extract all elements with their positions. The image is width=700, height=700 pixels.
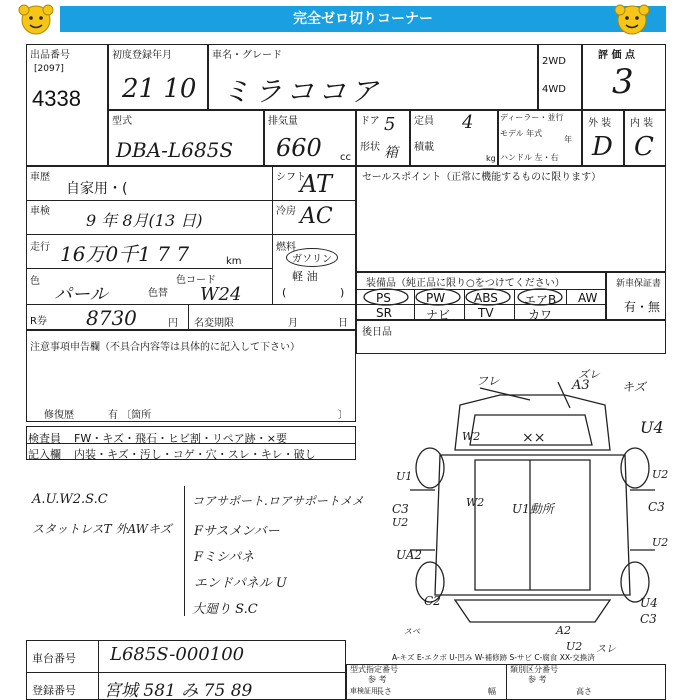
mark-17: C2 [424,594,441,608]
equipment-circles [360,286,580,308]
evaluation-label: 評 価 点 [598,50,635,61]
notes-label: 注意事項申告欄（不具合内容等は具体的に記入して下さい） [30,342,300,353]
mark-18: U4 [640,596,658,610]
equip-airbag: エアB [524,293,557,307]
reference-1: 参 考 [368,675,387,684]
mark-21: スベ [404,627,420,636]
mark-20: A2 [556,624,571,637]
mark-11: W2 [466,496,485,509]
displacement-value: 660 [276,134,322,162]
mark-3: A3 [572,378,590,393]
equip-pw: PW [426,291,446,305]
mark-13: C3 [648,500,665,514]
interior-value: C [634,132,654,162]
note-line-7: 大廻り S.C [192,602,258,617]
color-label: 色 [30,276,40,287]
left-mascot-icon [16,2,56,38]
inspector-row-1: FW・キズ・飛石・ヒビ割・リペア跡・×要 [74,432,287,445]
inspector-row-2: 内装・キズ・汚し・コゲ・穴・スレ・キレ・破し [74,448,316,461]
note-line-3: コアサポート.ロアサポートメメ [192,494,364,508]
kg-unit: kg [486,154,496,163]
note-line-6: エンドパネル U [194,576,287,591]
chassis-value: L685S-000100 [110,644,245,665]
warranty-value: 有・無 [624,300,661,314]
year-unit: 年 [564,135,572,144]
aircon-label: 冷房 [276,206,296,217]
inspector-label-2: 記入欄 [28,448,61,461]
cc-unit: cc [340,152,351,163]
drive-box [538,44,582,110]
mark-16: UA2 [396,548,423,562]
height-label: 高さ [576,687,592,696]
displacement-label: 排気量 [268,116,298,127]
registration-value: 宮城 581 み 75 89 [104,681,253,700]
name-expiry-label: 名変期限 [194,318,234,329]
inspection-value: 9 年 8月(13 日) [86,211,203,230]
drive-2wd: 2WD [542,56,566,67]
history-label: 車歴 [30,172,50,183]
shift-value: AT [300,170,333,198]
mark-5: W2 [462,430,481,443]
mark-8: U1 [396,470,413,483]
capacity-label: 定員 [414,116,434,127]
class-label: 類別区分番号 [510,665,558,674]
mileage-label: 走行 [30,242,50,253]
equip-abs: ABS [474,291,498,305]
equip-sr: SR [376,306,392,320]
doors-label: ドア [360,116,380,127]
recycle-label: R券 [30,316,47,327]
mark-22: U2 [566,640,583,653]
shift-label: シフト [276,172,306,183]
mark-15: U2 [652,536,669,549]
aircon-value: AC [300,204,333,229]
shape-label: 形状 [360,142,380,153]
color-code-label: 色コード [176,275,216,286]
damage-legend: A-キズ E-エクボ U-凹み W-補修跡 S-サビ C-腐食 XX-交換済 [392,653,595,662]
mark-14: U2 [652,468,669,481]
first-registration-value: 21 10 [122,74,197,104]
capacity-value: 4 [462,112,474,133]
lot-small-code: [2097] [34,64,64,74]
mark-9: C3 [392,502,409,516]
lot-number-value: 4338 [32,86,81,111]
recycle-unit: 円 [168,318,178,329]
note-line-5: Fミシパネ [194,550,255,565]
equip-tv: TV [478,306,494,320]
mark-7: U4 [640,418,664,437]
length-label: 長さ [376,687,392,696]
evaluation-value: 3 [612,62,634,102]
inspection-label: 車検 [30,206,50,217]
equip-aw: AW [578,291,598,305]
first-registration-label: 初度登録年月 [112,50,172,61]
mark-19: C3 [640,612,657,626]
color-number-label: 色替 [148,288,168,299]
exterior-value: D [592,132,613,162]
registration-label: 登録番号 [32,684,76,697]
vehicle-name-value: ミラココア [222,75,383,108]
history-value: 自家用・( [66,181,128,197]
load-label: 積載 [414,142,434,153]
fuel-label: 燃料 [276,242,296,253]
dealer-label: ディーラー・並行 [500,113,564,122]
lot-number-label: 出品番号 [30,50,70,61]
type-spec-label: 型式指定番号 [350,665,398,674]
handle-label: ハンドル 左・右 [500,153,559,162]
sales-point-label: セールスポイント（正常に機能するものに限ります） [362,172,602,183]
rear-items-label: 後日品 [362,327,392,338]
model-label: 型式 [112,116,132,127]
fuel-gasoline-circled: ガソリン [286,248,338,267]
fuel-light-oil: 軽 油 [292,270,318,283]
vehicle-name-label: 車名・グレード [212,50,282,61]
repair-history-value: 有 〔箇所 [108,410,152,421]
model-value: DBA-L685S [116,138,234,162]
mark-2: ズレ [578,368,600,381]
drive-4wd: 4WD [542,84,566,95]
width-label: 幅 [488,687,496,696]
chassis-label: 車台番号 [32,652,76,665]
mark-6: ×× [522,430,546,446]
mark-4: キズ [622,380,646,394]
equipment-label: 装備品（純正品に限り○をつけてください） [366,278,565,289]
cert-label: 車検証用 [350,687,378,695]
recycle-value: 8730 [86,306,137,330]
rear-items-box [356,320,666,354]
color-code-value: W24 [200,284,242,305]
inspector-label-1: 検査員 [28,432,61,445]
repair-history-close: 〕 [338,410,348,421]
mark-1: フレ [476,374,500,388]
doors-value: 5 [384,114,396,135]
model-year-label: モデル 年式 [500,129,543,138]
reference-2: 参 考 [528,675,547,684]
equip-ps: PS [376,291,391,305]
km-unit: km [226,256,242,267]
mark-23: スレ [596,644,616,655]
mileage-value: 16万0千1 7 7 [60,242,190,266]
note-line-2: スタットレスT 外AWキズ [32,522,172,536]
expiry-day: 日 [338,318,348,329]
shape-value: 箱 [384,145,398,161]
right-mascot-icon [612,2,652,38]
mark-12: U1動所 [512,502,554,516]
color-value: パール [54,284,108,305]
expiry-month: 月 [288,318,298,329]
mark-10: U2 [392,516,409,529]
exterior-label: 外 装 [588,118,612,129]
note-line-4: Fサスメンバー [194,524,280,539]
equip-navi: ナビ [426,308,451,322]
equip-leather: カワ [528,308,553,322]
note-line-1: A.U.W2.S.C [32,492,108,507]
page-title: 完全ゼロ切りコーナー [60,6,666,32]
warranty-label: 新車保証書 [616,279,662,289]
repair-history-label: 修復歴 [44,410,74,421]
interior-label: 内 装 [630,118,654,129]
